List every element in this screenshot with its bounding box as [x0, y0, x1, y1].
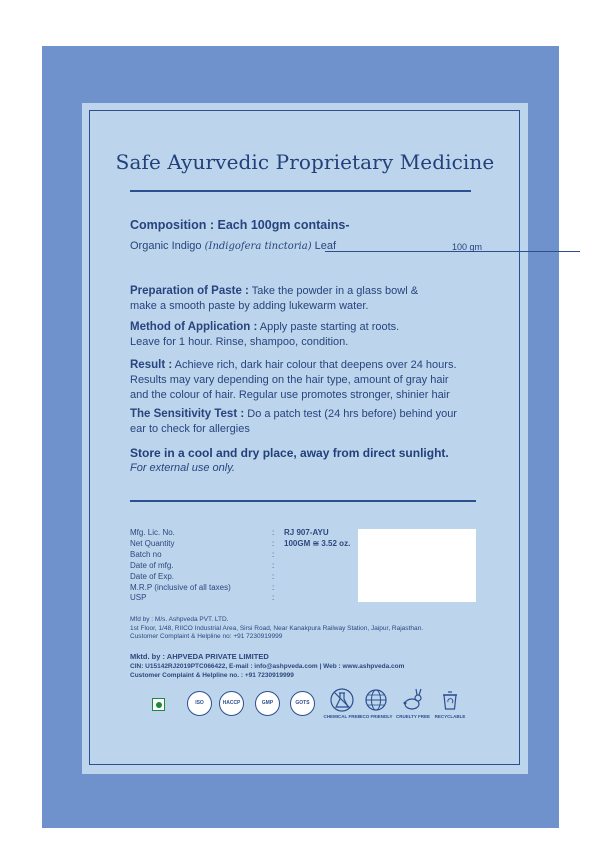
detail-value: 100GM ≅ 3.52 oz.: [284, 539, 351, 548]
detail-colon: :: [272, 593, 275, 602]
details-divider: [130, 500, 476, 502]
detail-label: M.R.P (inclusive of all taxes): [130, 583, 231, 592]
ingredient-part: Leaf: [314, 240, 337, 252]
detail-label: USP: [130, 593, 147, 602]
detail-label: Date of Exp.: [130, 572, 175, 581]
method-text-1: Apply paste starting at roots.: [257, 321, 400, 333]
batch-print-area: [358, 529, 476, 602]
manufacturer-line: Mfd by : M/s. Ashpveda PVT. LTD.: [130, 616, 229, 623]
ingredient-name: Organic Indigo: [130, 240, 202, 252]
feature-label: ECO FRIENDLY: [359, 714, 393, 719]
method-text-2: Leave for 1 hour. Rinse, shampoo, condition.: [130, 336, 349, 348]
result-text-2: Results may vary depending on the hair type, amount of gray hair: [130, 374, 449, 386]
haccp-badge-icon: HACCP: [219, 691, 244, 716]
detail-colon: :: [272, 561, 275, 570]
storage-instruction: Store in a cool and dry place, away from direct sunlight.: [130, 446, 449, 460]
detail-colon: :: [272, 528, 275, 537]
gots-badge-icon: GOTS: [290, 691, 315, 716]
detail-label: Mfg. Lic. No.: [130, 528, 175, 537]
detail-colon: :: [272, 572, 275, 581]
cruelty-free-feature: [393, 687, 433, 719]
page-title: Safe Ayurvedic Proprietary Medicine: [115, 150, 495, 174]
title-divider: [130, 190, 471, 192]
external-use-note: For external use only.: [130, 462, 235, 474]
result-text-1: Achieve rich, dark hair colour that deepens over 24 hours.: [172, 359, 457, 371]
detail-label: Batch no: [130, 550, 162, 559]
preparation-section: [130, 284, 418, 314]
sensitivity-section: [130, 407, 457, 437]
ingredient-latin: (Indigofera tinctoria): [204, 241, 312, 252]
detail-label: Net Quantity: [130, 539, 175, 548]
recycle-bin-icon: [437, 687, 463, 713]
iso-badge-icon: ISO: [187, 691, 212, 716]
marketer-heading: Mktd. by : AHPVEDA PRIVATE LIMITED: [130, 652, 269, 661]
detail-value: RJ 907-AYU: [284, 528, 329, 537]
gmp-badge-icon: GMP: [255, 691, 280, 716]
recyclable-feature: [430, 687, 470, 719]
preparation-label: Preparation of Paste :: [130, 285, 249, 297]
manufacturer-helpline: Customer Complaint & Helpline no: +91 7230919999: [130, 633, 283, 640]
detail-colon: :: [272, 539, 275, 548]
rabbit-icon: [400, 687, 426, 713]
flask-icon: [329, 687, 355, 713]
veg-mark-icon: [152, 698, 165, 711]
preparation-text-1: Take the powder in a glass bowl &: [248, 285, 419, 297]
detail-colon: :: [272, 583, 275, 592]
result-section: [130, 358, 457, 403]
ingredient-row: [130, 240, 490, 252]
result-label: Result :: [130, 359, 173, 371]
sensitivity-text-2: ear to check for allergies: [130, 423, 250, 435]
method-label: Method of Application :: [130, 321, 258, 333]
globe-icon: [363, 687, 389, 713]
ingredient-quantity: 100 gm: [452, 242, 483, 252]
method-section: [130, 320, 399, 350]
marketer-helpline: Customer Complaint & Helpline no. : +91 7230919999: [130, 672, 294, 679]
feature-label: RECYCLABLE: [434, 714, 466, 719]
marketer-contact: CIN: U15142RJ2019PTC066422, E-mail : info@ashpveda.com | Web : www.ashpveda.com: [130, 663, 405, 670]
detail-label: Date of mfg.: [130, 561, 174, 570]
composition-heading: Composition : Each 100gm contains-: [130, 218, 350, 232]
sensitivity-text-1: Do a patch test (24 hrs before) behind your: [244, 408, 457, 420]
feature-label: CRUELTY FREE: [395, 714, 431, 719]
manufacturer-address: 1st Floor, 1/48, RIICO Industrial Area, Sirsi Road, Near Kanakpura Railway Station, Jaipur, Rajasthan.: [130, 625, 424, 632]
eco-friendly-feature: [356, 687, 396, 719]
detail-colon: :: [272, 550, 275, 559]
preparation-text-2: make a smooth paste by adding lukewarm water.: [130, 300, 369, 312]
feature-label: CHEMICAL FREE: [323, 714, 361, 719]
sensitivity-label: The Sensitivity Test :: [130, 408, 245, 420]
result-text-3: and the colour of hair. Regular use promotes stronger, shinier hair: [130, 389, 450, 401]
